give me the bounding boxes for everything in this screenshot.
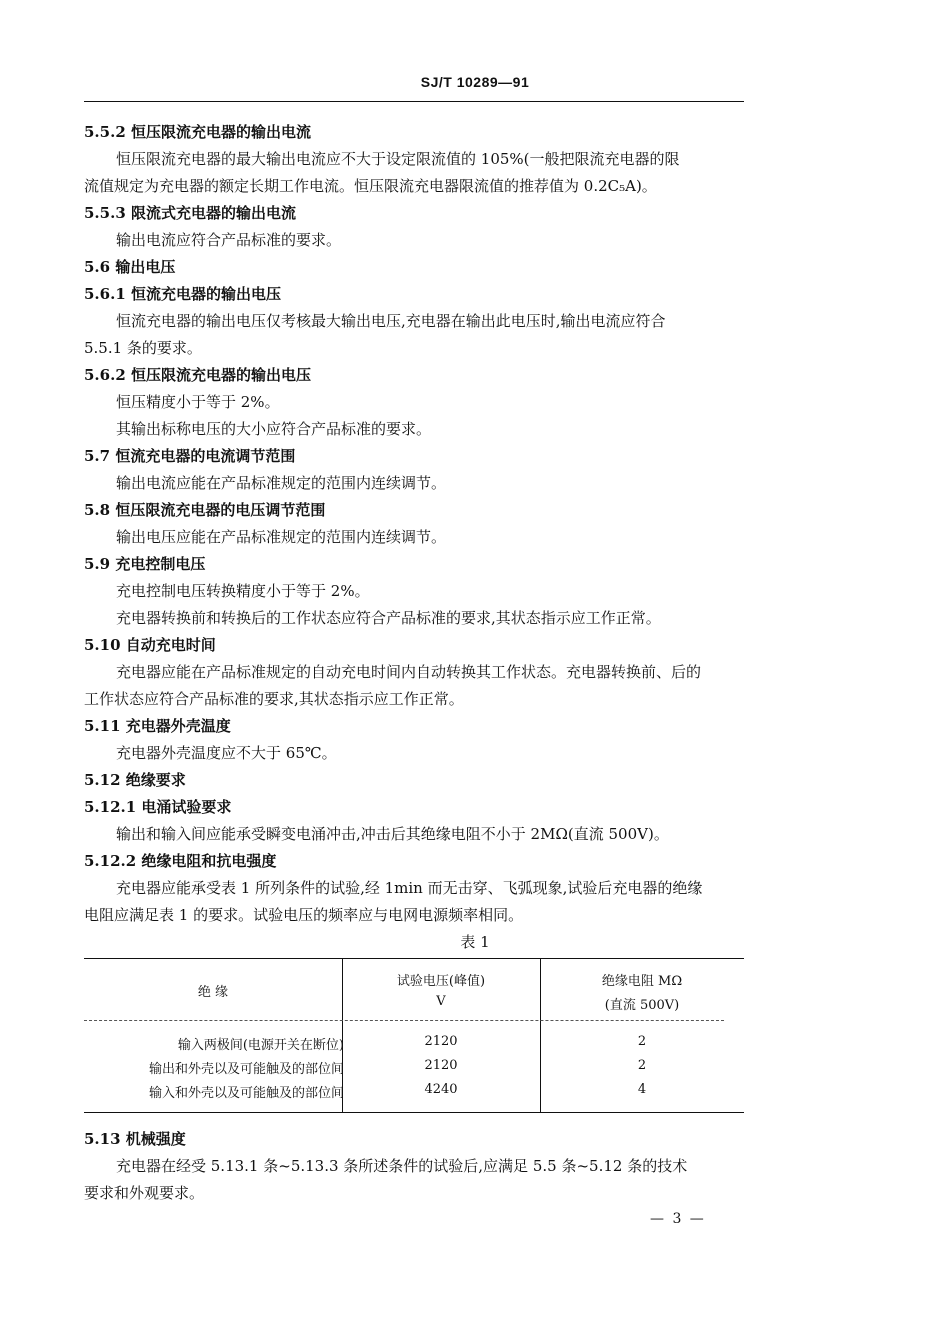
table-bottom-rule — [84, 1112, 744, 1113]
section-5-12-2-para-line-2: 电阻应满足表 1 的要求。试验电压的频率应与电网电源频率相同。 — [84, 906, 524, 924]
table-row-resistance: 2 — [637, 1034, 647, 1049]
section-5-12-1-title: 5.12.1 电涌试验要求 — [84, 798, 232, 816]
section-5-6-1-title: 5.6.1 恒流充电器的输出电压 — [84, 285, 281, 303]
table-row-label: 输出和外壳以及可能触及的部位间 — [148, 1062, 344, 1077]
table-row-resistance: 2 — [637, 1058, 647, 1073]
table-header-rule — [84, 1020, 724, 1021]
header-rule — [84, 101, 744, 102]
section-5-12-2-title: 5.12.2 绝缘电阻和抗电强度 — [84, 852, 277, 870]
section-5-11-para: 充电器外壳温度应不大于 65℃。 — [116, 744, 337, 762]
table-top-rule — [84, 958, 744, 959]
table-row-resistance: 4 — [637, 1082, 647, 1097]
section-5-5-2-title: 5.5.2 恒压限流充电器的输出电流 — [84, 123, 311, 141]
table-row-label: 输入两极间(电源开关在断位) — [177, 1038, 344, 1053]
section-5-6-1-para-line-2: 5.5.1 条的要求。 — [84, 339, 202, 357]
section-5-9-para-line-2: 充电器转换前和转换后的工作状态应符合产品标准的要求,其状态指示应工作正常。 — [116, 609, 661, 627]
section-5-6-title: 5.6 输出电压 — [84, 258, 176, 276]
section-5-9-title: 5.9 充电控制电压 — [84, 555, 206, 573]
section-5-12-1-para: 输出和输入间应能承受瞬变电涌冲击,冲击后其绝缘电阻不小于 2MΩ(直流 500V)。 — [116, 825, 669, 843]
table-row-label: 输入和外壳以及可能触及的部位间 — [148, 1086, 344, 1101]
table-header-resistance: 绝缘电阻 MΩ — [601, 974, 683, 989]
section-5-12-title: 5.12 绝缘要求 — [84, 771, 186, 789]
section-5-10-title: 5.10 自动充电时间 — [84, 636, 216, 654]
section-5-8-para: 输出电压应能在产品标准规定的范围内连续调节。 — [116, 528, 447, 546]
table-header-resistance-note: (直流 500V) — [604, 998, 680, 1013]
section-5-10-para-line-1: 充电器应能在产品标准规定的自动充电时间内自动转换其工作状态。充电器转换前、后的 — [116, 663, 702, 681]
page-number: — 3 — — [650, 1211, 706, 1227]
table-caption: 表 1 — [460, 933, 490, 951]
section-5-5-2-para-line-1: 恒压限流充电器的最大输出电流应不大于设定限流值的 105%(一般把限流充电器的限 — [116, 150, 680, 168]
table-header-voltage-unit: V — [436, 994, 446, 1009]
section-5-6-2-para-line-2: 其输出标称电压的大小应符合产品标准的要求。 — [116, 420, 432, 438]
section-5-5-3-para: 输出电流应符合产品标准的要求。 — [116, 231, 342, 249]
doc-number-header: SJ/T 10289—91 — [420, 74, 530, 90]
section-5-13-para-line-2: 要求和外观要求。 — [84, 1184, 205, 1202]
section-5-13-title: 5.13 机械强度 — [84, 1130, 186, 1148]
section-5-11-title: 5.11 充电器外壳温度 — [84, 717, 231, 735]
table-row-voltage: 4240 — [424, 1082, 458, 1097]
table-header-voltage: 试验电压(峰值) — [396, 974, 486, 989]
section-5-6-2-para-line-1: 恒压精度小于等于 2%。 — [116, 393, 280, 411]
section-5-5-3-title: 5.5.3 限流式充电器的输出电流 — [84, 204, 296, 222]
section-5-6-1-para-line-1: 恒流充电器的输出电压仅考核最大输出电压,充电器在输出此电压时,输出电流应符合 — [116, 312, 666, 330]
section-5-10-para-line-2: 工作状态应符合产品标准的要求,其状态指示应工作正常。 — [84, 690, 464, 708]
section-5-12-2-para-line-1: 充电器应能承受表 1 所列条件的试验,经 1min 而无击穿、飞弧现象,试验后充电器的绝缘 — [116, 879, 703, 897]
table-header-insulation: 绝 缘 — [197, 985, 229, 1000]
section-5-6-2-title: 5.6.2 恒压限流充电器的输出电压 — [84, 366, 311, 384]
table-row-voltage: 2120 — [424, 1034, 458, 1049]
section-5-9-para-line-1: 充电控制电压转换精度小于等于 2%。 — [116, 582, 370, 600]
section-5-13-para-line-1: 充电器在经受 5.13.1 条~5.13.3 条所述条件的试验后,应满足 5.5 条~5.12 条的技术 — [116, 1157, 688, 1175]
section-5-7-title: 5.7 恒流充电器的电流调节范围 — [84, 447, 296, 465]
section-5-7-para: 输出电流应能在产品标准规定的范围内连续调节。 — [116, 474, 447, 492]
section-5-5-2-para-line-2: 流值规定为充电器的额定长期工作电流。恒压限流充电器限流值的推荐值为 0.2C₅A)。 — [84, 177, 657, 195]
section-5-8-title: 5.8 恒压限流充电器的电压调节范围 — [84, 501, 326, 519]
table-row-voltage: 2120 — [424, 1058, 458, 1073]
